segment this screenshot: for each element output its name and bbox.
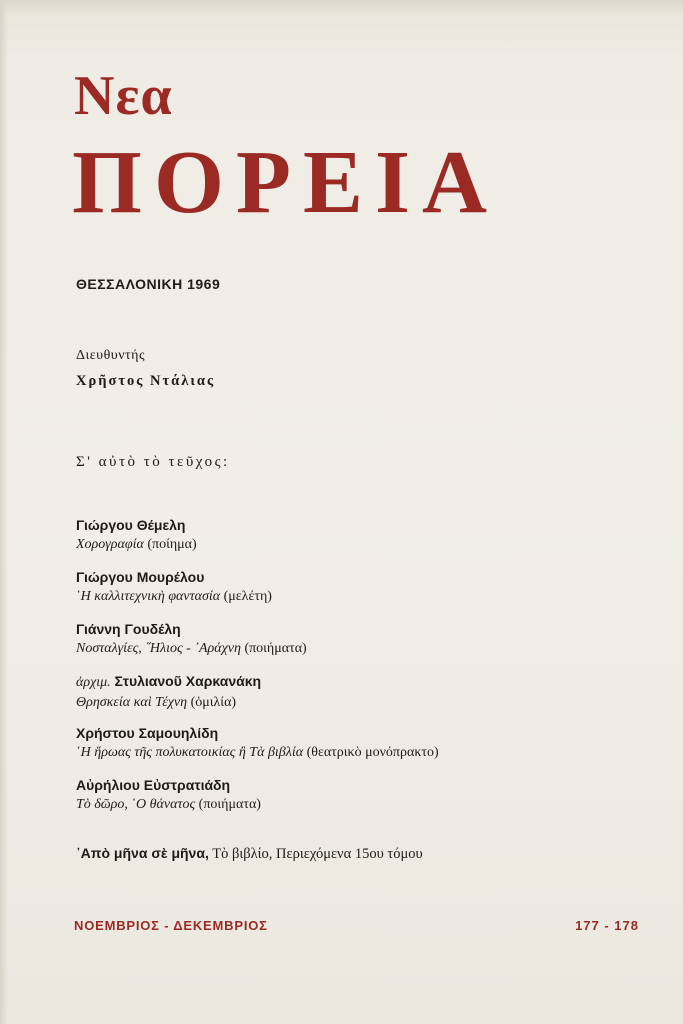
contents-entry bbox=[76, 620, 636, 672]
work-kind: (μελέτη) bbox=[223, 589, 272, 604]
work-title: ῾Η καλλιτεχνικὴ φαντασία bbox=[76, 589, 221, 604]
contents-entry bbox=[76, 672, 636, 724]
contents-entry bbox=[76, 516, 636, 568]
contents-list bbox=[76, 516, 636, 828]
author-name: Αὐρήλιου Εὐστρατιάδη bbox=[76, 777, 231, 793]
issue-contents-heading: Σ' αὐτὸ τὸ τεῦχος: bbox=[76, 454, 230, 470]
regular-sections-line bbox=[76, 845, 423, 863]
regular-sections-bold: ᾿Απὸ μῆνα σὲ μῆνα, bbox=[76, 845, 209, 861]
work-kind: (ποίημα) bbox=[147, 537, 197, 552]
work-kind: (ποιήματα) bbox=[244, 641, 307, 656]
author-title-prefix: ἀρχιμ. bbox=[76, 675, 111, 690]
author-name: Γιάννη Γουδέλη bbox=[76, 621, 181, 637]
author-name: Γιώργου Θέμελη bbox=[76, 517, 186, 533]
city-year: ΘΕΣΣΑΛΟΝΙΚΗ 1969 bbox=[76, 276, 221, 292]
contents-entry bbox=[76, 776, 636, 828]
entry-author bbox=[76, 724, 636, 742]
work-title: ῾Η ἥρωας τῆς πολυκατοικίας ἢ Τὰ βιβλία bbox=[76, 745, 304, 760]
entry-author bbox=[76, 620, 636, 638]
director-name: Χρῆστος Ντάλιας bbox=[76, 373, 216, 389]
contents-entry bbox=[76, 568, 636, 620]
entry-work bbox=[76, 586, 636, 608]
entry-work bbox=[76, 534, 636, 556]
author-name: Στυλιανοῦ Χαρκανάκη bbox=[114, 673, 262, 689]
paper-top-shadow bbox=[0, 0, 683, 14]
masthead-large-title: ΠΟΡΕΙΑ bbox=[72, 133, 500, 232]
work-kind: (θεατρικὸ μονόπρακτο) bbox=[306, 745, 439, 760]
issue-months: ΝΟΕΜΒΡΙΟΣ - ΔΕΚΕΜΒΡΙΟΣ bbox=[74, 918, 268, 933]
entry-author bbox=[76, 672, 636, 692]
entry-author bbox=[76, 568, 636, 586]
issue-number: 177 - 178 bbox=[575, 918, 639, 933]
entry-work bbox=[76, 794, 636, 816]
contents-entry bbox=[76, 724, 636, 776]
masthead-small-title: Νεα bbox=[74, 65, 173, 127]
entry-author bbox=[76, 776, 636, 794]
entry-author bbox=[76, 516, 636, 534]
author-name: Χρήστου Σαμουηλίδη bbox=[76, 725, 219, 741]
author-name: Γιώργου Μουρέλου bbox=[76, 569, 205, 585]
entry-work bbox=[76, 692, 636, 714]
entry-work bbox=[76, 638, 636, 660]
director-label: Διευθυντής bbox=[76, 348, 146, 363]
work-title: Τὸ δῶρο, ῾Ο θάνατος bbox=[76, 797, 196, 812]
work-title: Νοσταλγίες, ῞Ηλιος - ᾿Αράχνη bbox=[76, 641, 241, 656]
work-kind: (ποιήματα) bbox=[198, 797, 261, 812]
work-title: Χορογραφία bbox=[76, 537, 144, 552]
work-kind: (ὁμιλία) bbox=[190, 695, 237, 710]
work-title: Θρησκεία καὶ Τέχνη bbox=[76, 695, 188, 710]
regular-sections-rest: Τὸ βιβλίο, Περιεχόμενα 15ου τόμου bbox=[212, 846, 423, 862]
entry-work bbox=[76, 742, 636, 764]
paper-edge-shadow bbox=[0, 0, 8, 1024]
